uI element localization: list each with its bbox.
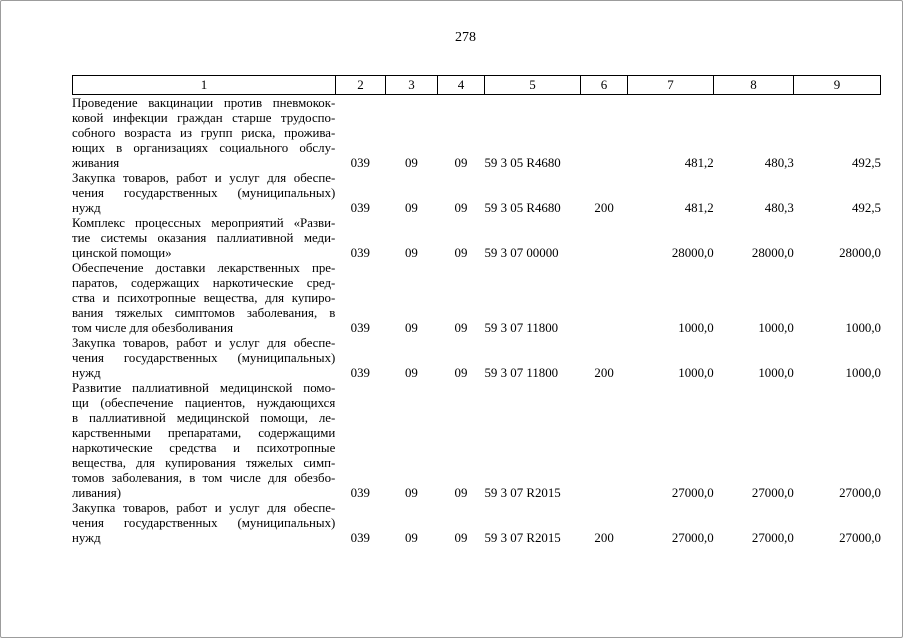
- column-header-4: 4: [438, 76, 485, 95]
- expense-name-cell: [72, 216, 335, 261]
- text-line: в паллиативной медицинской помощи, ле-: [72, 411, 336, 425]
- amount-year1-cell: 1000,0: [678, 366, 714, 380]
- text-line: ливания): [72, 486, 121, 500]
- target-item-code-cell: 59 3 07 R2015: [484, 486, 561, 500]
- amount-year3-cell: 27000,0: [839, 486, 881, 500]
- subsection-code-cell: 09: [454, 531, 468, 545]
- amount-year1-cell: 27000,0: [671, 531, 714, 545]
- table-row: [72, 216, 881, 261]
- section-code-cell: 09: [404, 366, 418, 380]
- text-line: вания тяжелых симптомов заболевания, в: [72, 306, 336, 320]
- column-header-1: 1: [73, 76, 336, 95]
- text-line: Обеспечение доставки лекарственных пре-: [72, 261, 336, 275]
- subsection-code-cell: 09: [454, 366, 468, 380]
- section-code-cell: 09: [404, 201, 418, 215]
- expense-type-code-cell: [581, 381, 628, 501]
- text-line: Закупка товаров, работ и услуг для обеспе-: [72, 171, 336, 185]
- text-line: карственными препаратами, содержащими: [72, 426, 336, 440]
- text-line: чения государственных (муниципальных): [72, 351, 336, 365]
- column-header-8: 8: [714, 76, 794, 95]
- header-row: [73, 76, 881, 95]
- column-header-9: 9: [794, 76, 881, 95]
- section-code-cell: 09: [404, 321, 418, 335]
- text-line: Закупка товаров, работ и услуг для обеспе-: [72, 336, 336, 350]
- grbs-code-cell: 039: [350, 486, 370, 500]
- subsection-code-cell: 09: [454, 246, 468, 260]
- grbs-code-cell: 039: [350, 321, 370, 335]
- table-row: [72, 501, 881, 546]
- text-line: чения государственных (муниципальных): [72, 186, 336, 200]
- grbs-code-cell: 039: [350, 246, 370, 260]
- amount-year1-cell: 481,2: [684, 156, 714, 170]
- text-line: томов заболевания, в том числе для обезбо-: [72, 471, 336, 485]
- amount-year3-cell: 28000,0: [839, 246, 881, 260]
- target-item-code-cell: 59 3 07 11800: [484, 321, 559, 335]
- table-row: [72, 261, 881, 336]
- text-line: нужд: [72, 531, 101, 545]
- target-item-code-cell: 59 3 07 R2015: [484, 531, 561, 545]
- text-line: ющих в организациях социального обслу-: [72, 141, 336, 155]
- subsection-code-cell: 09: [454, 201, 468, 215]
- amount-year1-cell: 27000,0: [671, 486, 714, 500]
- text-line: собного возраста из групп риска, прожива-: [72, 126, 336, 140]
- column-number-header: [72, 75, 881, 95]
- text-line: живания: [72, 156, 120, 170]
- text-line: вещества, для купирования тяжелых симп-: [72, 456, 336, 470]
- text-line: Проведение вакцинации против пневмокок-: [72, 96, 336, 110]
- expense-name-cell: [72, 171, 335, 216]
- amount-year2-cell: 1000,0: [758, 321, 794, 335]
- amount-year3-cell: 492,5: [851, 201, 881, 215]
- expense-type-code-cell: 200: [594, 531, 614, 545]
- grbs-code-cell: 039: [350, 201, 370, 215]
- column-header-6: 6: [581, 76, 628, 95]
- text-line: паратов, содержащих наркотические сред-: [72, 276, 336, 290]
- expense-name-cell: [72, 381, 335, 501]
- amount-year1-cell: 1000,0: [678, 321, 714, 335]
- text-line: наркотические средства и психотропные: [72, 441, 336, 455]
- expense-type-code-cell: [581, 96, 628, 171]
- section-code-cell: 09: [404, 246, 418, 260]
- column-header-3: 3: [386, 76, 438, 95]
- column-header-7: 7: [628, 76, 714, 95]
- expense-name-cell: [72, 336, 335, 381]
- table-row: [72, 171, 881, 216]
- grbs-code-cell: 039: [350, 366, 370, 380]
- text-line: ковой инфекции граждан старше трудоспо-: [72, 111, 336, 125]
- text-line: нужд: [72, 366, 101, 380]
- target-item-code-cell: 59 3 07 00000: [484, 246, 559, 260]
- section-code-cell: 09: [404, 531, 418, 545]
- budget-table-body: [72, 96, 881, 546]
- expense-name-cell: [72, 261, 335, 336]
- amount-year3-cell: 492,5: [851, 156, 881, 170]
- expense-name-cell: [72, 96, 335, 171]
- text-line: Закупка товаров, работ и услуг для обеспе-: [72, 501, 336, 515]
- column-header-5: 5: [485, 76, 581, 95]
- amount-year2-cell: 27000,0: [751, 531, 794, 545]
- expense-type-code-cell: 200: [594, 201, 614, 215]
- text-line: чения государственных (муниципальных): [72, 516, 336, 530]
- amount-year1-cell: 28000,0: [671, 246, 714, 260]
- grbs-code-cell: 039: [350, 531, 370, 545]
- text-line: тие системы оказания паллиативной меди-: [72, 231, 336, 245]
- expense-name-cell: [72, 501, 335, 546]
- text-line: ства и психотропные вещества, для купиро-: [72, 291, 336, 305]
- text-line: Комплекс процессных мероприятий «Разви-: [72, 216, 336, 230]
- section-code-cell: 09: [404, 486, 418, 500]
- text-line: нужд: [72, 201, 101, 215]
- subsection-code-cell: 09: [454, 486, 468, 500]
- target-item-code-cell: 59 3 05 R4680: [484, 156, 561, 170]
- amount-year2-cell: 27000,0: [751, 486, 794, 500]
- table-row: [72, 96, 881, 171]
- amount-year3-cell: 27000,0: [839, 531, 881, 545]
- column-header-2: 2: [336, 76, 386, 95]
- expense-type-code-cell: [581, 261, 628, 336]
- amount-year3-cell: 1000,0: [845, 321, 881, 335]
- text-line: щи (обеспечение пациентов, нуждающихся: [72, 396, 336, 410]
- table-row: [72, 381, 881, 501]
- subsection-code-cell: 09: [454, 156, 468, 170]
- page-number: 278: [455, 30, 476, 45]
- text-line: Развитие паллиативной медицинской помо-: [72, 381, 336, 395]
- text-line: том числе для обезболивания: [72, 321, 234, 335]
- expense-type-code-cell: [581, 216, 628, 261]
- target-item-code-cell: 59 3 05 R4680: [484, 201, 561, 215]
- amount-year2-cell: 480,3: [764, 201, 794, 215]
- amount-year2-cell: 1000,0: [758, 366, 794, 380]
- subsection-code-cell: 09: [454, 321, 468, 335]
- amount-year1-cell: 481,2: [684, 201, 714, 215]
- target-item-code-cell: 59 3 07 11800: [484, 366, 559, 380]
- expense-type-code-cell: 200: [594, 366, 614, 380]
- amount-year2-cell: 28000,0: [751, 246, 794, 260]
- table-row: [72, 336, 881, 381]
- text-line: цинской помощи»: [72, 246, 172, 260]
- amount-year2-cell: 480,3: [764, 156, 794, 170]
- grbs-code-cell: 039: [350, 156, 370, 170]
- amount-year3-cell: 1000,0: [845, 366, 881, 380]
- section-code-cell: 09: [404, 156, 418, 170]
